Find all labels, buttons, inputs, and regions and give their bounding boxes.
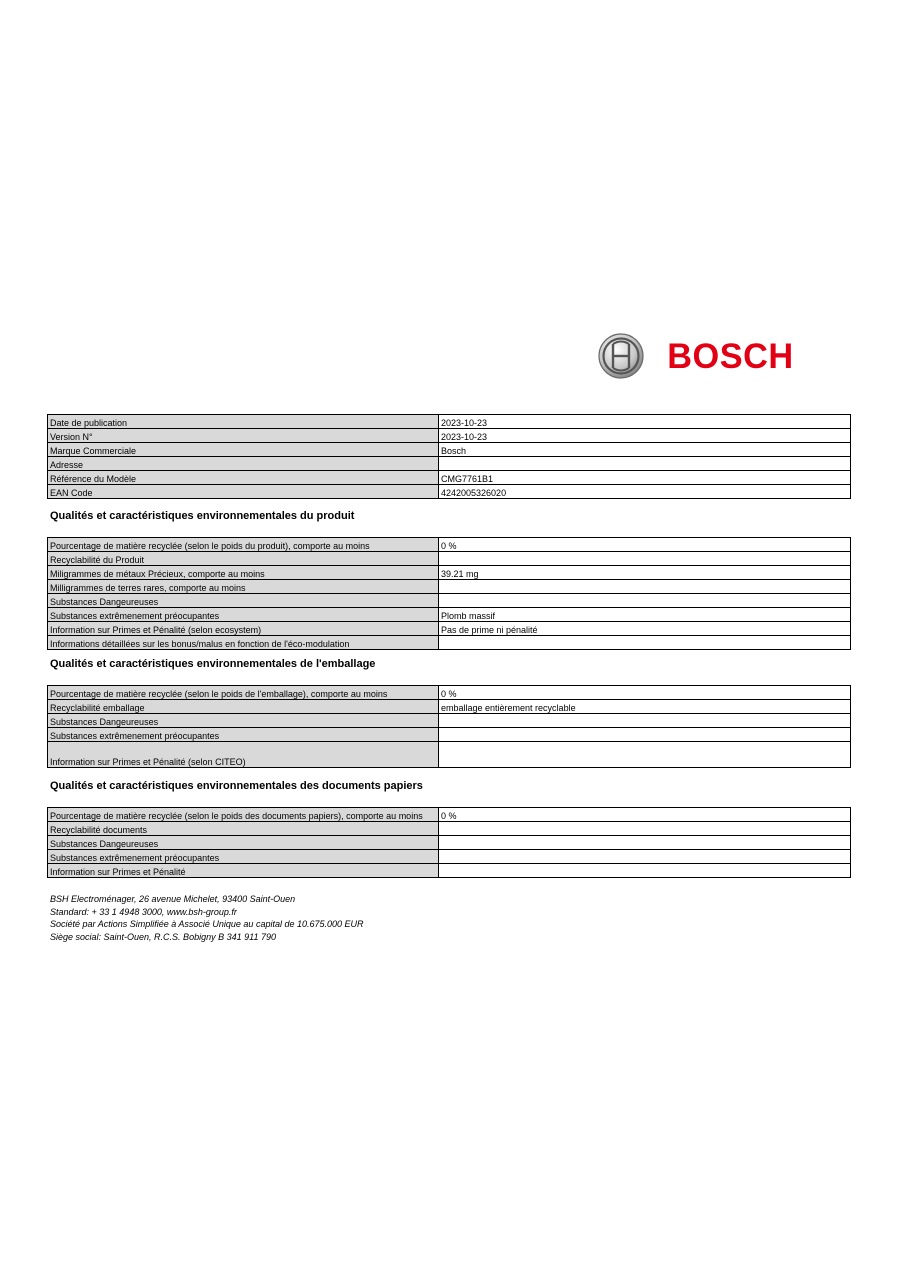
table-row (48, 864, 851, 878)
row-label: Informations détaillées sur les bonus/malus en fonction de l'éco-modulation (48, 636, 439, 650)
table-row (48, 594, 851, 608)
footer-line: BSH Electroménager, 26 avenue Michelet, 93400 Saint-Ouen (50, 894, 296, 904)
row-label: Pourcentage de matière recyclée (selon le poids de l'emballage), comporte au moins (48, 686, 439, 700)
brand-wordmark: BOSCH (667, 336, 794, 376)
row-value (439, 850, 851, 864)
table-row (48, 822, 851, 836)
row-label: Pourcentage de matière recyclée (selon le poids du produit), comporte au moins (48, 538, 439, 552)
row-value: Bosch (439, 443, 851, 457)
table-row (48, 580, 851, 594)
row-label: Pourcentage de matière recyclée (selon le poids des documents papiers), comporte au moins (48, 808, 439, 822)
row-label: Adresse (48, 457, 439, 471)
bosch-armature-icon (598, 333, 644, 379)
footer-line: Siège social: Saint-Ouen, R.C.S. Bobigny B 341 911 790 (50, 931, 276, 942)
table-row (48, 429, 851, 443)
row-value: 0 % (439, 538, 851, 552)
row-value (439, 742, 851, 768)
table-row (48, 686, 851, 700)
table-row (48, 608, 851, 622)
row-label: Substances Dangeureuses (48, 836, 439, 850)
table-row (48, 836, 851, 850)
table-row (48, 808, 851, 822)
documents-table (47, 807, 851, 878)
section-title-documents: Qualités et caractéristiques environnementales des documents papiers (50, 780, 423, 792)
row-label: Recyclabilité du Produit (48, 552, 439, 566)
row-value: CMG7761B1 (439, 471, 851, 485)
table-row (48, 485, 851, 499)
row-value: Pas de prime ni pénalité (439, 622, 851, 636)
row-label: Substances Dangeureuses (48, 594, 439, 608)
brand-logo (598, 333, 808, 379)
table-row (48, 636, 851, 650)
table-row (48, 415, 851, 429)
row-value: Plomb massif (439, 608, 851, 622)
table-row (48, 538, 851, 552)
row-value: 2023-10-23 (439, 415, 851, 429)
row-value (439, 457, 851, 471)
table-row (48, 700, 851, 714)
row-value (439, 864, 851, 878)
row-value (439, 714, 851, 728)
row-label: Substances extrêmenement préocupantes (48, 608, 439, 622)
table-row (48, 728, 851, 742)
product-table (47, 537, 851, 650)
row-label: Référence du Modèle (48, 471, 439, 485)
company-footer (50, 893, 364, 943)
row-label: Substances extrêmenement préocupantes (48, 850, 439, 864)
row-value (439, 552, 851, 566)
table-row (48, 714, 851, 728)
row-value: emballage entièrement recyclable (439, 700, 851, 714)
table-row (48, 471, 851, 485)
section-title-packaging: Qualités et caractéristiques environnementales de l'emballage (50, 658, 376, 670)
row-label: Substances extrêmenement préocupantes (48, 728, 439, 742)
row-value (439, 836, 851, 850)
row-value: 0 % (439, 808, 851, 822)
row-label: Information sur Primes et Pénalité (48, 864, 439, 878)
table-row (48, 443, 851, 457)
footer-line: Standard: + 33 1 4948 3000, www.bsh-group.fr (50, 906, 237, 917)
row-label: Version N° (48, 429, 439, 443)
row-label: Recyclabilité documents (48, 822, 439, 836)
row-label: Date de publication (48, 415, 439, 429)
table-row (48, 457, 851, 471)
row-value: 2023-10-23 (439, 429, 851, 443)
footer-line: Société par Actions Simplifiée à Associé Unique au capital de 10.675.000 EUR (50, 919, 364, 929)
table-row (48, 566, 851, 580)
row-value (439, 728, 851, 742)
row-label: Substances Dangeureuses (48, 714, 439, 728)
row-value: 39.21 mg (439, 566, 851, 580)
table-row (48, 552, 851, 566)
row-label: Information sur Primes et Pénalité (selon CITEO) (48, 742, 439, 768)
row-label: Recyclabilité emballage (48, 700, 439, 714)
table-row (48, 622, 851, 636)
row-value (439, 822, 851, 836)
section-title-product: Qualités et caractéristiques environnementales du produit (50, 510, 355, 522)
row-label: EAN Code (48, 485, 439, 499)
table-row (48, 742, 851, 768)
table-row (48, 850, 851, 864)
row-value: 0 % (439, 686, 851, 700)
row-value: 4242005326020 (439, 485, 851, 499)
row-label: Milligrammes de terres rares, comporte au moins (48, 580, 439, 594)
packaging-table (47, 685, 851, 768)
row-label: Information sur Primes et Pénalité (selon ecosystem) (48, 622, 439, 636)
row-value (439, 594, 851, 608)
row-label: Miligrammes de métaux Précieux, comporte au moins (48, 566, 439, 580)
row-value (439, 636, 851, 650)
general-info-table (47, 414, 851, 499)
row-value (439, 580, 851, 594)
row-label: Marque Commerciale (48, 443, 439, 457)
